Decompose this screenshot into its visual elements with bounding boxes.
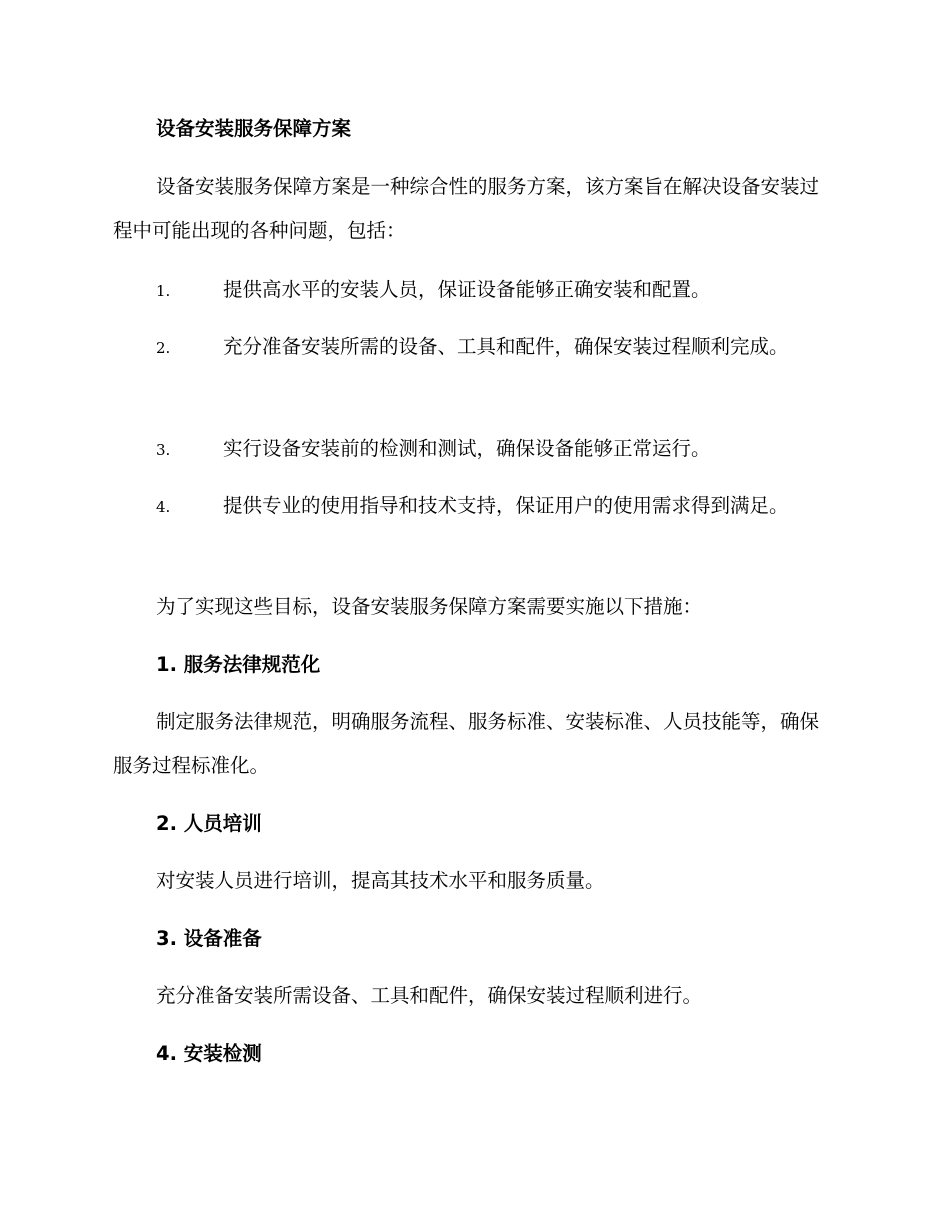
list-number: 1. (156, 282, 171, 300)
list-text: 提供专业的使用指导和技术支持，保证用户的使用需求得到满足。 (223, 494, 789, 517)
measures-intro: 为了实现这些目标，设备安装服务保障方案需要实施以下措施： (156, 595, 703, 618)
list-number: 2. (156, 339, 171, 357)
list-item (113, 427, 833, 472)
section-heading: 1. 服务法律规范化 (156, 653, 321, 676)
list-item (113, 325, 833, 370)
list-item (113, 268, 833, 313)
list-text: 提供高水平的安装人员，保证设备能够正确安装和配置。 (223, 278, 711, 301)
section-heading: 2. 人员培训 (156, 812, 262, 835)
section-body: 对安装人员进行培训，提高其技术水平和服务质量。 (156, 869, 605, 892)
list-item (113, 484, 833, 529)
section-heading: 4. 安装检测 (156, 1042, 262, 1065)
section-heading: 3. 设备准备 (156, 927, 262, 950)
section-body: 充分准备安装所需设备、工具和配件，确保安装过程顺利进行。 (156, 984, 703, 1007)
list-text: 充分准备安装所需的设备、工具和配件，确保安装过程顺利完成。 (223, 335, 789, 358)
document-title: 设备安装服务保障方案 (156, 117, 352, 140)
list-text: 实行设备安装前的检测和测试，确保设备能够正常运行。 (223, 437, 711, 460)
section-body: 制定服务法律规范，明确服务流程、服务标准、安装标准、人员技能等，确保服务过程标准化。 (113, 710, 820, 777)
list-number: 3. (156, 441, 171, 459)
intro-paragraph: 设备安装服务保障方案是一种综合性的服务方案，该方案旨在解决设备安装过程中可能出现的各种问题，包括： (113, 175, 820, 242)
list-number: 4. (156, 498, 171, 516)
